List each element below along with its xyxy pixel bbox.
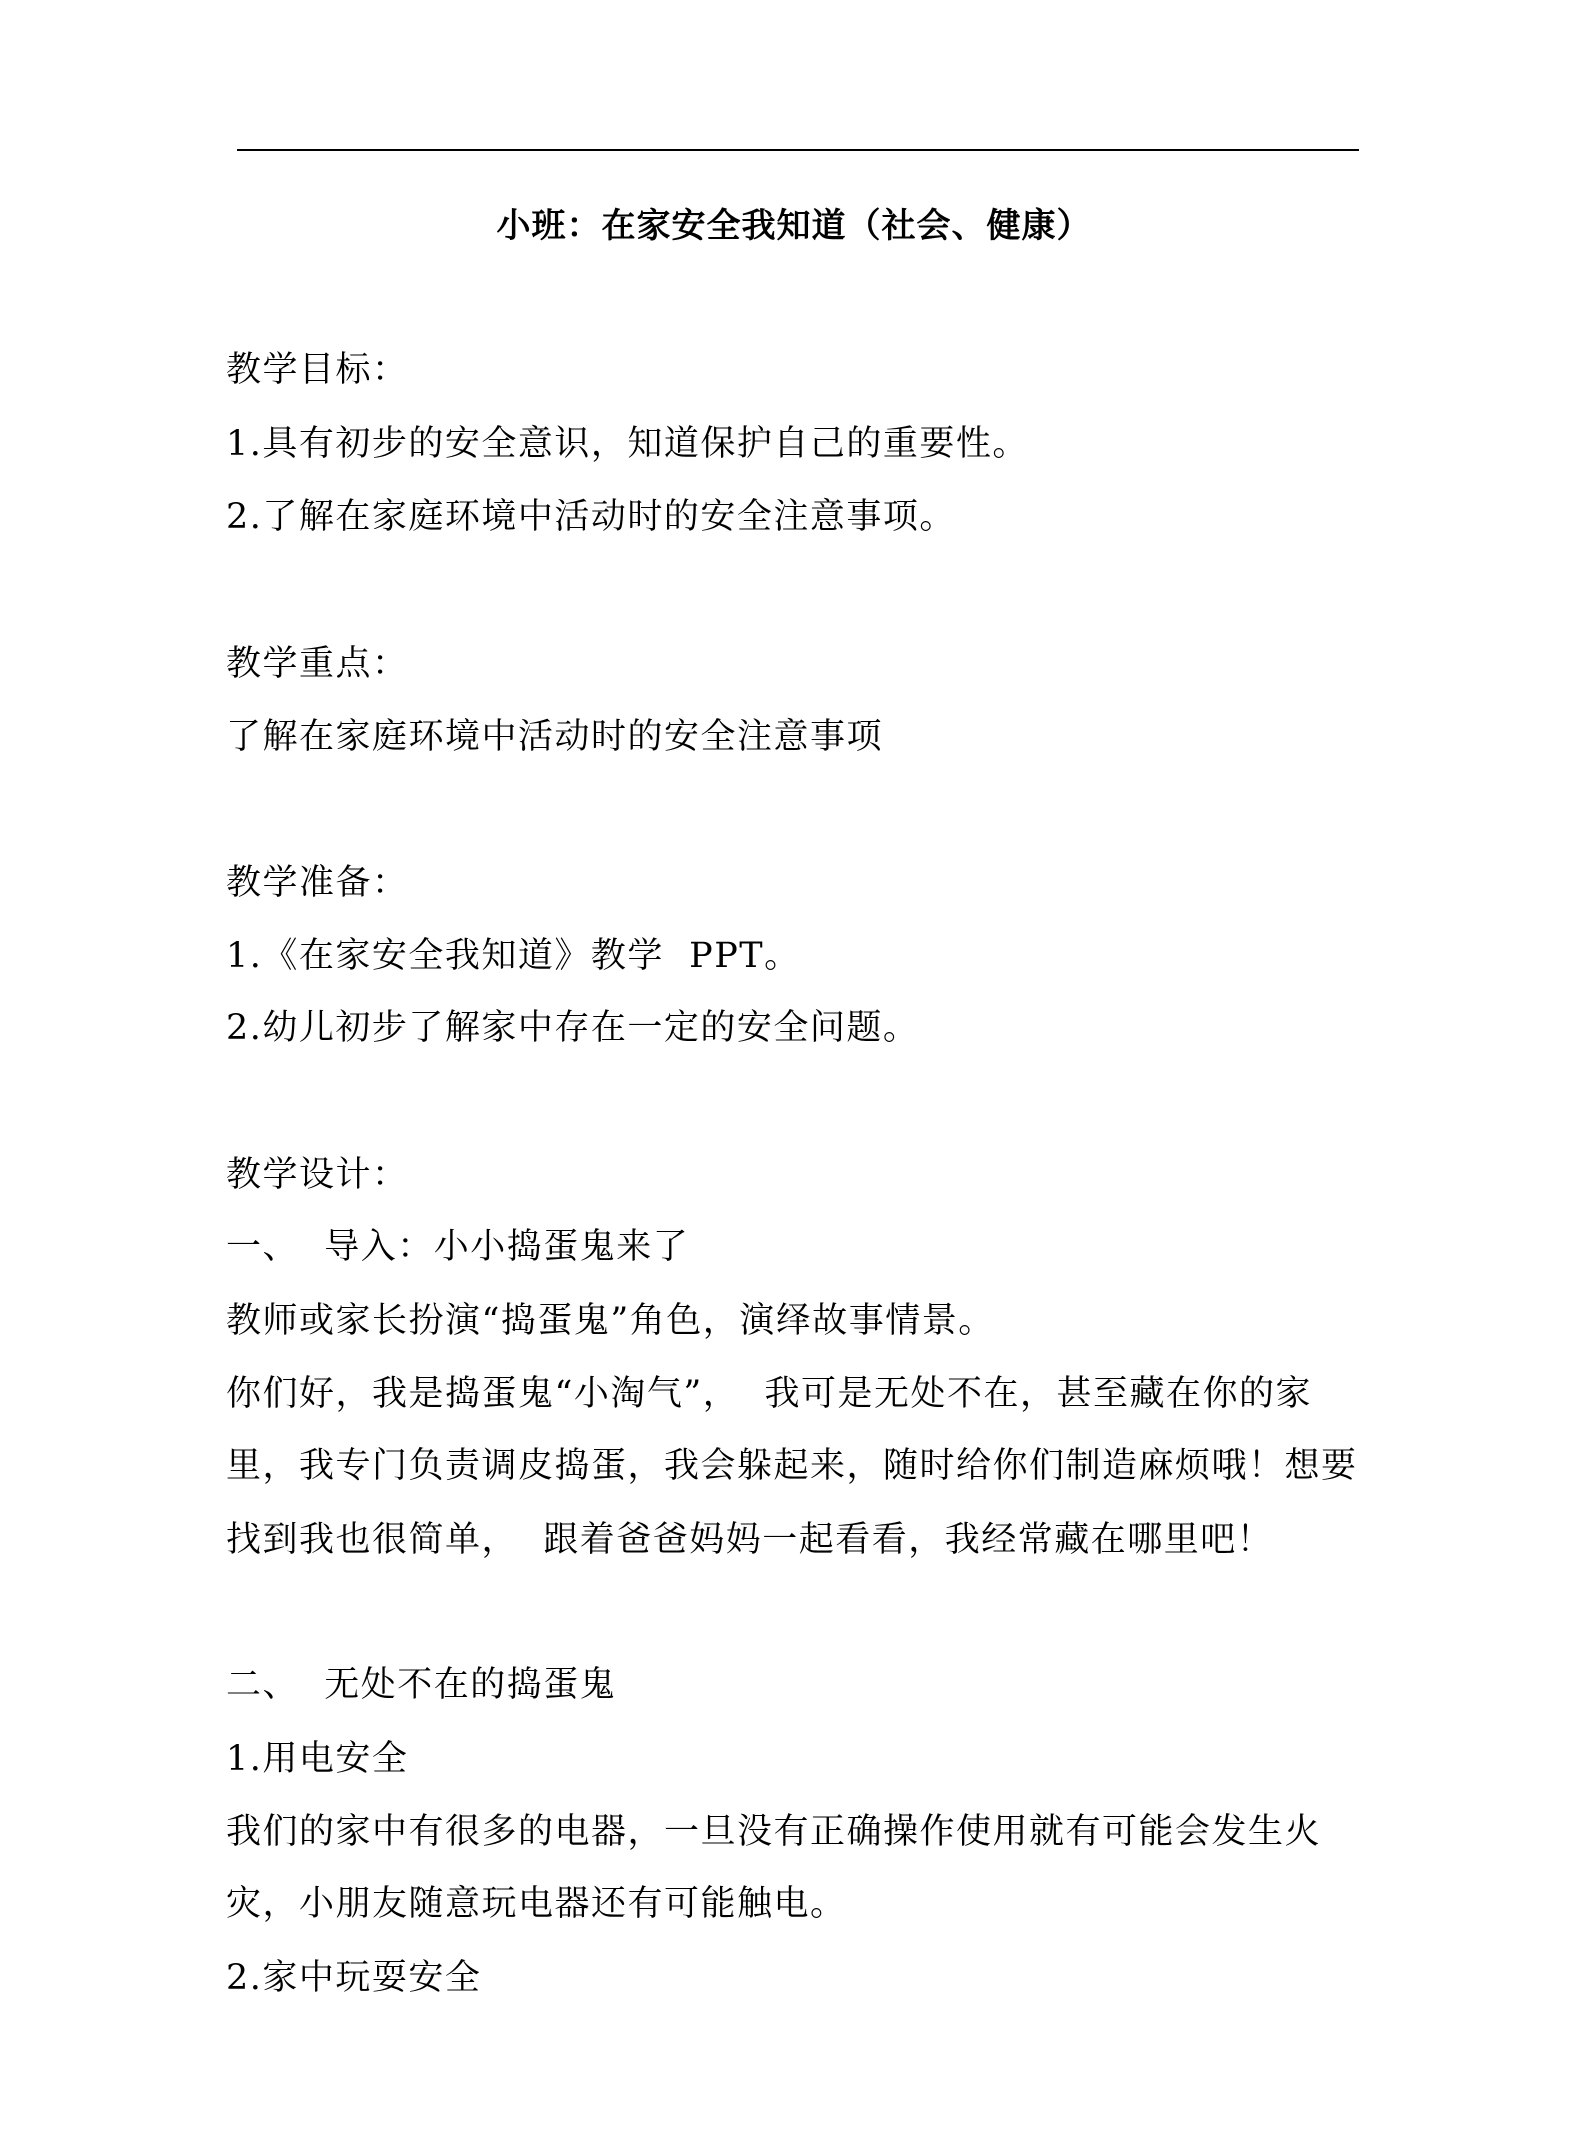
section-1-heading: 一、 导入：小小捣蛋鬼来了	[226, 1227, 690, 1267]
heading-objectives: 教学目标：	[226, 350, 409, 390]
heading-design: 教学设计：	[226, 1155, 409, 1195]
preparation-2: 2.幼儿初步了解家中存在一定的安全问题。	[226, 1008, 920, 1048]
preparation-1: 1.《在家安全我知道》教学 PPT。	[226, 936, 801, 976]
objective-2: 2.了解在家庭环境中活动时的安全注意事项。	[226, 497, 956, 537]
paragraph-line: 里，我专门负责调皮捣蛋，我会躲起来，随时给你们制造麻烦哦！想要	[226, 1446, 1358, 1486]
heading-preparation: 教学准备：	[226, 863, 409, 903]
section-2-heading: 二、 无处不在的捣蛋鬼	[226, 1665, 617, 1705]
document-title: 小班：在家安全我知道（社会、健康）	[496, 206, 1092, 246]
objective-1: 1.具有初步的安全意识，知道保护自己的重要性。	[226, 424, 1029, 464]
paragraph-line: 教师或家长扮演“捣蛋鬼”角色，演绎故事情景。	[226, 1301, 995, 1341]
paragraph-line: 找到我也很简单， 跟着爸爸妈妈一起看看，我经常藏在哪里吧！	[226, 1520, 1274, 1560]
subheading-electricity: 1.用电安全	[226, 1739, 409, 1779]
paragraph-line: 灾，小朋友随意玩电器还有可能触电。	[226, 1884, 847, 1924]
paragraph-line: 我们的家中有很多的电器，一旦没有正确操作使用就有可能会发生火	[226, 1812, 1322, 1852]
key-point: 了解在家庭环境中活动时的安全注意事项	[226, 717, 884, 757]
header-rule	[237, 149, 1359, 151]
paragraph-line: 你们好，我是捣蛋鬼“小淘气”， 我可是无处不在，甚至藏在你的家	[226, 1374, 1313, 1414]
subheading-play-safety: 2.家中玩耍安全	[226, 1958, 482, 1998]
heading-key-point: 教学重点：	[226, 644, 409, 684]
